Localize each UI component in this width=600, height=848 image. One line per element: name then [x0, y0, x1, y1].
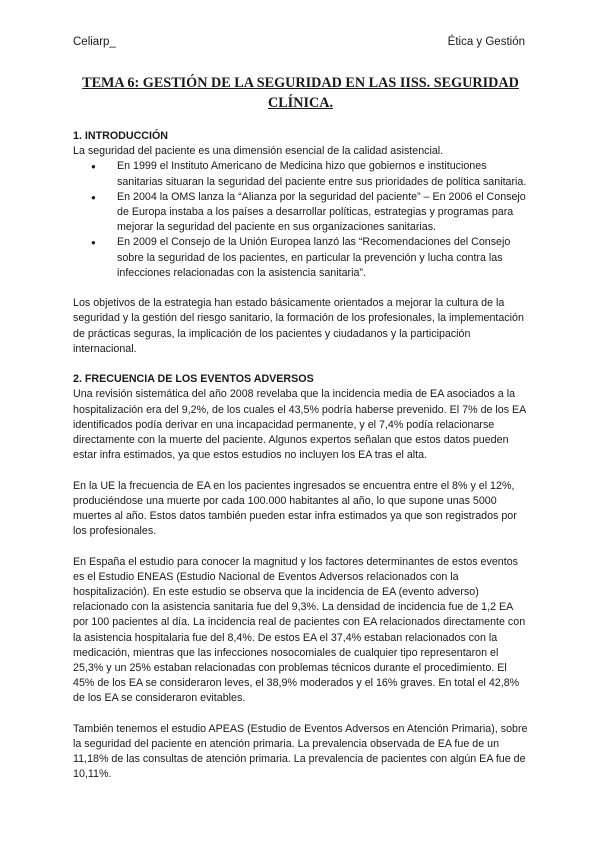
bullet-list [73, 159, 529, 281]
paragraph-ue: En la UE la frecuencia de EA en los pacientes ingresados se encuentra entre el 8% y el 12%, produciéndose una muerte por cada 100.000 habitantes al año, lo que supone unas 5000 muertes al año. Estos datos también pueden estar infra estimados ya que son registrados por los profesionales. [73, 479, 517, 538]
objectives-paragraph: Los objetivos de la estrategia han estado básicamente orientados a mejorar la cultura de la seguridad y la gestión del riesgo sanitario, la formación de los profesionales, la implementación de prácticas seguras, la implicación de los pacientes y ciudadanos y la participación internacional. [73, 297, 524, 355]
header-subject: Ética y Gestión [447, 36, 525, 48]
list-item: ● En 1999 el Instituto Americano de Medicina hizo que gobiernos e instituciones sanitarias situaran la seguridad del paciente entre sus prioridades de política sanitaria. [117, 159, 529, 189]
section-heading-frecuencia: 2. FRECUENCIA DE LOS EVENTOS ADVERSOS [73, 373, 314, 386]
paragraph-eneas: En España el estudio para conocer la magnitud y los factores determinantes de estos eventos es el Estudio ENEAS (Estudio Nacional de Eventos Adversos relacionados con la hospitalización). En este estudio se observa que la incidencia de EA (evento adverso) relacionado con la asistencia sanitaria fue del 9,3%. La densidad de incidencia fue de 1,2 EA por 100 pacientes al día. La incidencia real de pacientes con EA relacionados directamente con la asistencia hospitalaria fue del 8,4%. De estos EA el 37,4% estaban relacionados con la medicación, mientras que las infecciones nosocomiales de cualquier tipo representaron el 25,3% y un 25% estaban relacionadas con problemas técnicos durante el procedimiento. El 45% de los EA se consideraron leves, el 38,9% moderados y el 16% graves. En total el 42,8% de los EA se consideraron evitables. [73, 555, 526, 705]
section-heading-introduccion: 1. INTRODUCCIÓN [73, 130, 169, 142]
list-item: ● En 2004 la OMS lanza la “Alianza por la seguridad del paciente” – En 2006 el Consejo de Europa instaba a los países a desarrollar políticas, estrategias y programas para mejorar la seguridad del paciente en sus organizaciones sanitarias. [117, 190, 529, 236]
header-author: Celiarp_ [73, 36, 116, 48]
paragraph-revision: Una revisión sistemática del año 2008 revelaba que la incidencia media de EA asociados a la hospitalización era del 9,2%, de los cuales el 43,5% podría haberse prevenido. El 7% de los EA identificados podía derivar en una incapacidad permanente, y el 7,4% podía relacionarse directamente con la muerte del paciente. Algunos expertos señalan que estos datos pueden estar infra estimados, ya que estos estudios no incluyen los EA tras el alta. [73, 388, 526, 462]
paragraph-apeas: También tenemos el estudio APEAS (Estudio de Eventos Adversos en Atención Primaria), sobre la seguridad del paciente en atención primaria. La prevalencia observada de EA fue de un 11,18% de las consultas de atención primaria. La prevalencia de pacientes con algún EA fue de 10,11%. [73, 722, 528, 781]
intro-paragraph: La seguridad del paciente es una dimensión esencial de la calidad asistencial. [73, 145, 444, 158]
document-body [73, 129, 529, 783]
page-title: TEMA 6: GESTIÓN DE LA SEGURIDAD EN LAS IISS. SEGURIDAD CLÍNICA. [82, 75, 519, 111]
list-item: ● En 2009 el Consejo de la Unión Europea lanzó las “Recomendaciones del Consejo sobre la seguridad de los pacientes, en particular la prevención y lucha contra las infecciones relacionadas con la asistencia sanitaria”. [117, 235, 529, 281]
